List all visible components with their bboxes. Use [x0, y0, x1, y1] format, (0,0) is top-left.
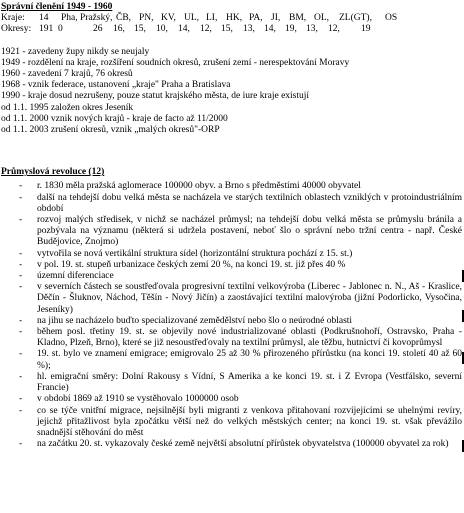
- bullet-dash: -: [19, 371, 23, 382]
- event-line: od 1.1. 1995 založen okres Jeseník: [1, 102, 134, 113]
- event-line: 1960 - zavedení 7 krajů, 76 okresů: [1, 69, 133, 80]
- list-item-text: v období 1869 až 1910 se vystěhovalo 1000000 osob: [37, 394, 239, 405]
- bullet-list: [0, 181, 464, 450]
- okresy-cell: 12,: [328, 24, 340, 35]
- kraje-cell: LI,: [206, 13, 218, 24]
- list-item: [0, 349, 464, 371]
- kraje-cell: JI,: [271, 13, 281, 24]
- kraje-cell: OL,: [314, 13, 330, 24]
- okresy-row: [0, 24, 464, 35]
- okresy-cell: 0: [58, 24, 63, 35]
- kraje-cell: PA,: [249, 13, 263, 24]
- list-item-text: hl. emigrační směry: Dolní Rakousy s Vídní, S Amerika a ke konci 19. st. i Z Evropa (Vestfálsko, severní Francie): [37, 371, 462, 394]
- list-item-text: v pol. 19. st. stupeň urbanizace českých zemí 20 %, na konci 19. st. již přes 40 %: [37, 259, 346, 270]
- section-title-administrative: Správní členění 1949 - 1960: [1, 2, 113, 12]
- bullet-dash: -: [19, 282, 23, 293]
- kraje-cell: BM,: [289, 13, 307, 24]
- kraje-cell: UL,: [184, 13, 200, 24]
- event-line: od 1.1. 2000 vznik nových krajů - kraje de facto až 11/2000: [1, 113, 228, 124]
- bullet-dash: -: [19, 439, 23, 450]
- kraje-cell: ČB,: [116, 13, 132, 24]
- okresy-label: Okresy:: [1, 24, 32, 35]
- list-item: [0, 316, 464, 327]
- okresy-cells: [39, 24, 375, 35]
- bullet-dash: -: [19, 405, 23, 416]
- bullet-dash: -: [19, 327, 23, 338]
- list-item-text: během posl. třetiny 19. st. se objevily nové industrializované oblasti (Podkrušnohoří, Ostravsko, Praha - Kladno, Plzeň, Brno), které se již nesoustřeďovaly na textilní průmysl, ale těžbu, hutnictví či kovoprůmysl: [37, 327, 462, 349]
- okresy-cell: 191: [39, 24, 54, 35]
- list-item: [0, 394, 464, 405]
- kraje-cell: ZL(GT),: [339, 13, 372, 24]
- spacer: [0, 136, 464, 167]
- list-item: [0, 282, 464, 316]
- list-item-text: vytvořila se nová vertikální struktura sídel (horizontální struktura pochází z 15. st.): [37, 248, 353, 259]
- list-item-text: na jihu se nacházelo buďto specializované zemědělství nebo šlo o neúrodné oblasti: [37, 315, 353, 326]
- kraje-cells: [39, 13, 403, 24]
- bullet-dash: -: [19, 181, 23, 192]
- kraje-cell: HK,: [226, 13, 243, 24]
- okresy-cell: 15,: [134, 24, 146, 35]
- list-item-text: další na tehdejší dobu velká města se nacházela ve starých textilních oblastech vzniklých v protoindustriálním období: [37, 192, 462, 214]
- okresy-cell: 14,: [178, 24, 190, 35]
- bullet-dash: -: [19, 259, 23, 270]
- bullet-dash: -: [19, 394, 23, 405]
- okresy-cell: 12,: [200, 24, 212, 35]
- list-item-text: co se týče vnitřní migrace, nejsilnější byli migranti z venkova přitahovaní rozvíjejícími se uhelnými revíry, jejichž přitažlivost byla zpočátku větší než do velkých městských center; na konci 19. st. však převážilo snadnější stěhování do měst: [37, 405, 462, 438]
- bullet-dash: -: [19, 315, 23, 326]
- list-item-text: na začátku 20. st. vykazovaly české země největší absolutní přírůstek obyvatelstva (100000 obyvatel za rok): [37, 439, 449, 450]
- okresy-cell: 19,: [285, 24, 297, 35]
- list-item: [0, 439, 464, 450]
- list-item: [0, 249, 464, 260]
- event-line: od 1.1. 2003 zrušení okresů, vznik „malých okresů"-ORP: [1, 125, 220, 136]
- list-item-text: v severních částech se soustřeďovala progresivní textilní velkovýroba (Liberec - Jablonec n. N., Aš - Kraslice, Děčín - Šluknov, Náchod, Těšín - Nový Jičín) a zaostávající textilní malovýroba (jižní Podorlicko, Vysočina, Jeseníky): [37, 282, 462, 315]
- okresy-cell: 13,: [243, 24, 255, 35]
- kraje-cell: OS: [385, 13, 398, 24]
- okresy-cell: 13,: [306, 24, 318, 35]
- list-item: [0, 181, 464, 192]
- section-title-industrial-revolution: Průmyslová revoluce (12): [1, 167, 105, 178]
- okresy-cell: 16,: [113, 24, 125, 35]
- event-line: 1990 - kraje dosud nezrušeny, pouze statut krajského města, de iure kraje existují: [1, 91, 310, 102]
- event-line: 1968 - vznik federace, ustanovení „kraje" Praha a Bratislava: [1, 80, 231, 91]
- kraje-cell: PN,: [139, 13, 154, 24]
- bullet-dash: -: [19, 248, 23, 259]
- okresy-cell: 15,: [221, 24, 233, 35]
- kraje-cell: Pha, Pražský,: [61, 13, 113, 24]
- okresy-cell: 10,: [156, 24, 168, 35]
- list-item: [0, 215, 464, 249]
- events-list: [0, 47, 464, 137]
- bullet-dash: -: [19, 271, 23, 282]
- list-item: [0, 406, 464, 440]
- okresy-cell: 19: [361, 24, 371, 35]
- list-item-text: rozvoj malých středisek, v nichž se nacházel průmysl; na tehdejší dobu velká města se průmyslu bránila a pozbývala na významu (některá si udržela postavení, neboť šlo o správní nebo tržní centra - např. České Budějovice, Znojmo): [37, 215, 462, 248]
- list-item-text: územní diferenciace: [37, 271, 114, 282]
- list-item: [0, 193, 464, 215]
- kraje-cell: KV,: [161, 13, 176, 24]
- list-item-text: r. 1830 měla pražská aglomerace 100000 obyv. a Brno s předměstími 40000 obyvatel: [37, 181, 361, 192]
- list-item-text: 19. st. bylo ve znamení emigrace; emigrovalo 25 až 30 % přirozeného přírůstku (na konci 19. století 40 až 60 %);: [37, 349, 462, 371]
- list-item: [0, 271, 464, 282]
- bullet-dash: -: [19, 349, 23, 360]
- list-item: [0, 260, 464, 271]
- list-item: [0, 372, 464, 394]
- list-item: [0, 327, 464, 349]
- kraje-label: Kraje:: [1, 13, 25, 24]
- event-line: 1921 - zavedeny župy nikdy se neujaly: [1, 46, 150, 57]
- bullet-dash: -: [19, 192, 23, 203]
- spacer: [0, 36, 464, 47]
- bullet-dash: -: [19, 215, 23, 226]
- okresy-cell: 14,: [264, 24, 276, 35]
- kraje-row: [0, 13, 464, 24]
- kraje-cell: 14: [39, 13, 49, 24]
- okresy-cell: 26: [93, 24, 103, 35]
- event-line: 1949 - rozdělení na kraje, rozšíření soudních okresů, zrušení zemí - nerespektování Moravy: [1, 57, 350, 68]
